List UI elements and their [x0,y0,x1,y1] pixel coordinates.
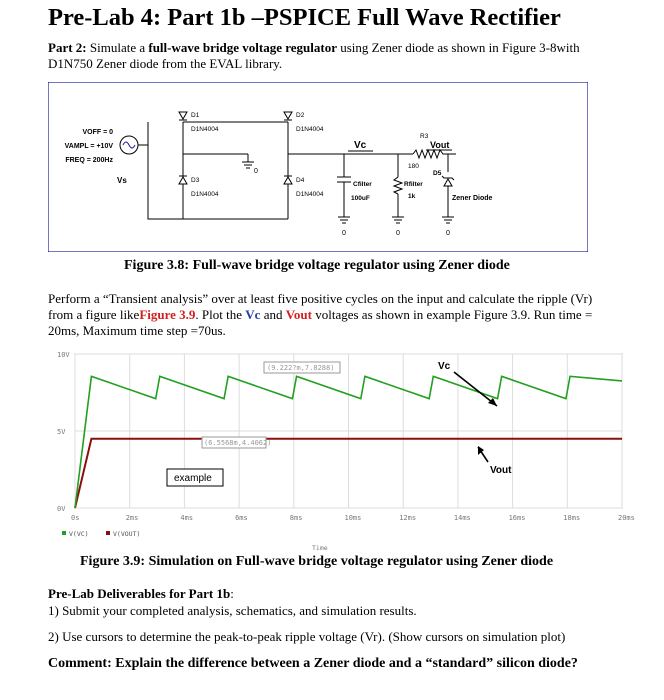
zener-label: Zener Diode [452,195,493,202]
d2-name: D2 [296,112,305,119]
net-vc-label: Vc [354,140,367,151]
page-title: Pre-Lab 4: Part 1b –PSPICE Full Wave Rectifier [48,4,561,31]
source-name: Vs [117,176,127,185]
d2-part: D1N4004 [296,126,324,133]
source-freq: FREQ = 200Hz [65,157,113,164]
source-vampl: VAMPL = +10V [64,143,113,150]
x-tick-label: 10ms [344,514,362,522]
figure-3-9-caption: Figure 3.9: Simulation on Full-wave bridge voltage regulator using Zener diode [80,554,554,569]
para2-text-4: voltages as shown in example Figure 3.9. Run time = 20ms, Maximum time step =70us. [48,307,593,338]
para2-text-2: . Plot the [195,307,246,322]
rfilter-ground-label: 0 [396,230,400,237]
legend-vc-marker [62,531,66,535]
legend-vout-marker [106,531,110,535]
x-tick-label: 14ms [453,514,471,522]
r3-name: R3 [420,133,429,140]
deliverables-heading-text: Pre-Lab Deliverables for Part 1b [48,586,231,601]
part2-bold-phrase: full-wave bridge voltage regulator [148,40,337,55]
legend-vc: V(VC) [69,530,89,538]
d1-part: D1N4004 [191,126,219,133]
example-label: example [174,473,212,484]
deliverable-item-1: 1) Submit your completed analysis, schematics, and simulation results. [48,603,417,618]
d4-name: D4 [296,177,305,184]
part2-lead: Part 2: [48,40,87,55]
source-voff: VOFF = 0 [82,129,113,136]
y-tick-label: 10V [57,351,70,359]
d1-name: D1 [191,112,200,119]
part2-paragraph [48,40,620,72]
d4-part: D1N4004 [296,191,324,198]
para2-text-1: Perform a “Transient analysis” over at least five positive cycles on the input and calculate the ripple (Vr) from a figure like [48,291,593,322]
x-tick-label: 20ms [618,514,635,522]
zener-name: D5 [433,170,442,177]
para2-vout: Vout [285,307,312,322]
x-tick-label: 12ms [399,514,417,522]
rfilter-name: Rfilter [404,181,423,188]
schematic-border [48,82,588,252]
x-tick-label: 4ms [180,514,194,522]
zener-ground-label: 0 [446,230,450,237]
para2-vc: Vc [245,307,261,322]
part2-text-2: using Zener diode as shown in Figure 3-8with D1N750 Zener diode from the EVAL library. [48,40,580,71]
cursor-readout-2: (6.5568m,4.4062) [204,439,272,447]
para2-text-3: and [260,307,286,322]
para2-figure-ref: Figure 3.9 [139,307,196,322]
deliverables-heading [48,586,620,602]
transient-paragraph [48,291,620,339]
r3-value: 180 [408,163,419,170]
deliverables-colon: : [230,586,234,601]
simulation-plot [22,342,642,552]
d3-name: D3 [191,177,200,184]
y-tick-label: 5V [57,428,66,436]
x-tick-label: 16ms [508,514,526,522]
cfilter-name: Cfilter [353,181,372,188]
x-tick-label: 2ms [125,514,139,522]
rfilter-value: 1k [408,193,416,200]
d3-part: D1N4004 [191,191,219,198]
part2-text-1: Simulate a [86,40,149,55]
x-tick-label: 0s [71,514,80,522]
figure-3-8-caption: Figure 3.8: Full-wave bridge voltage regulator using Zener diode [124,258,510,273]
comment-question: Comment: Explain the difference between a Zener diode and a “standard” silicon diode? [48,656,578,671]
cursor-readout-1: (9.222?m,7.8288) [267,364,335,372]
cap-ground-label: 0 [342,230,346,237]
annotation-vc: Vc [438,361,451,372]
x-tick-label: 8ms [289,514,303,522]
x-axis-label: Time [312,544,328,552]
legend-vout: V(VOUT) [113,530,141,538]
x-tick-label: 6ms [235,514,248,522]
bridge-ground-label: 0 [254,168,258,175]
bridge-regulator-schematic [48,82,588,252]
y-tick-label: 0V [57,505,66,513]
deliverable-item-2: 2) Use cursors to determine the peak-to-peak ripple voltage (Vr). (Show cursors on simulation plot) [48,629,566,644]
cfilter-value: 100uF [351,195,370,202]
annotation-vout: Vout [490,465,512,476]
net-vout-label: Vout [430,140,450,150]
x-tick-label: 18ms [563,514,581,522]
